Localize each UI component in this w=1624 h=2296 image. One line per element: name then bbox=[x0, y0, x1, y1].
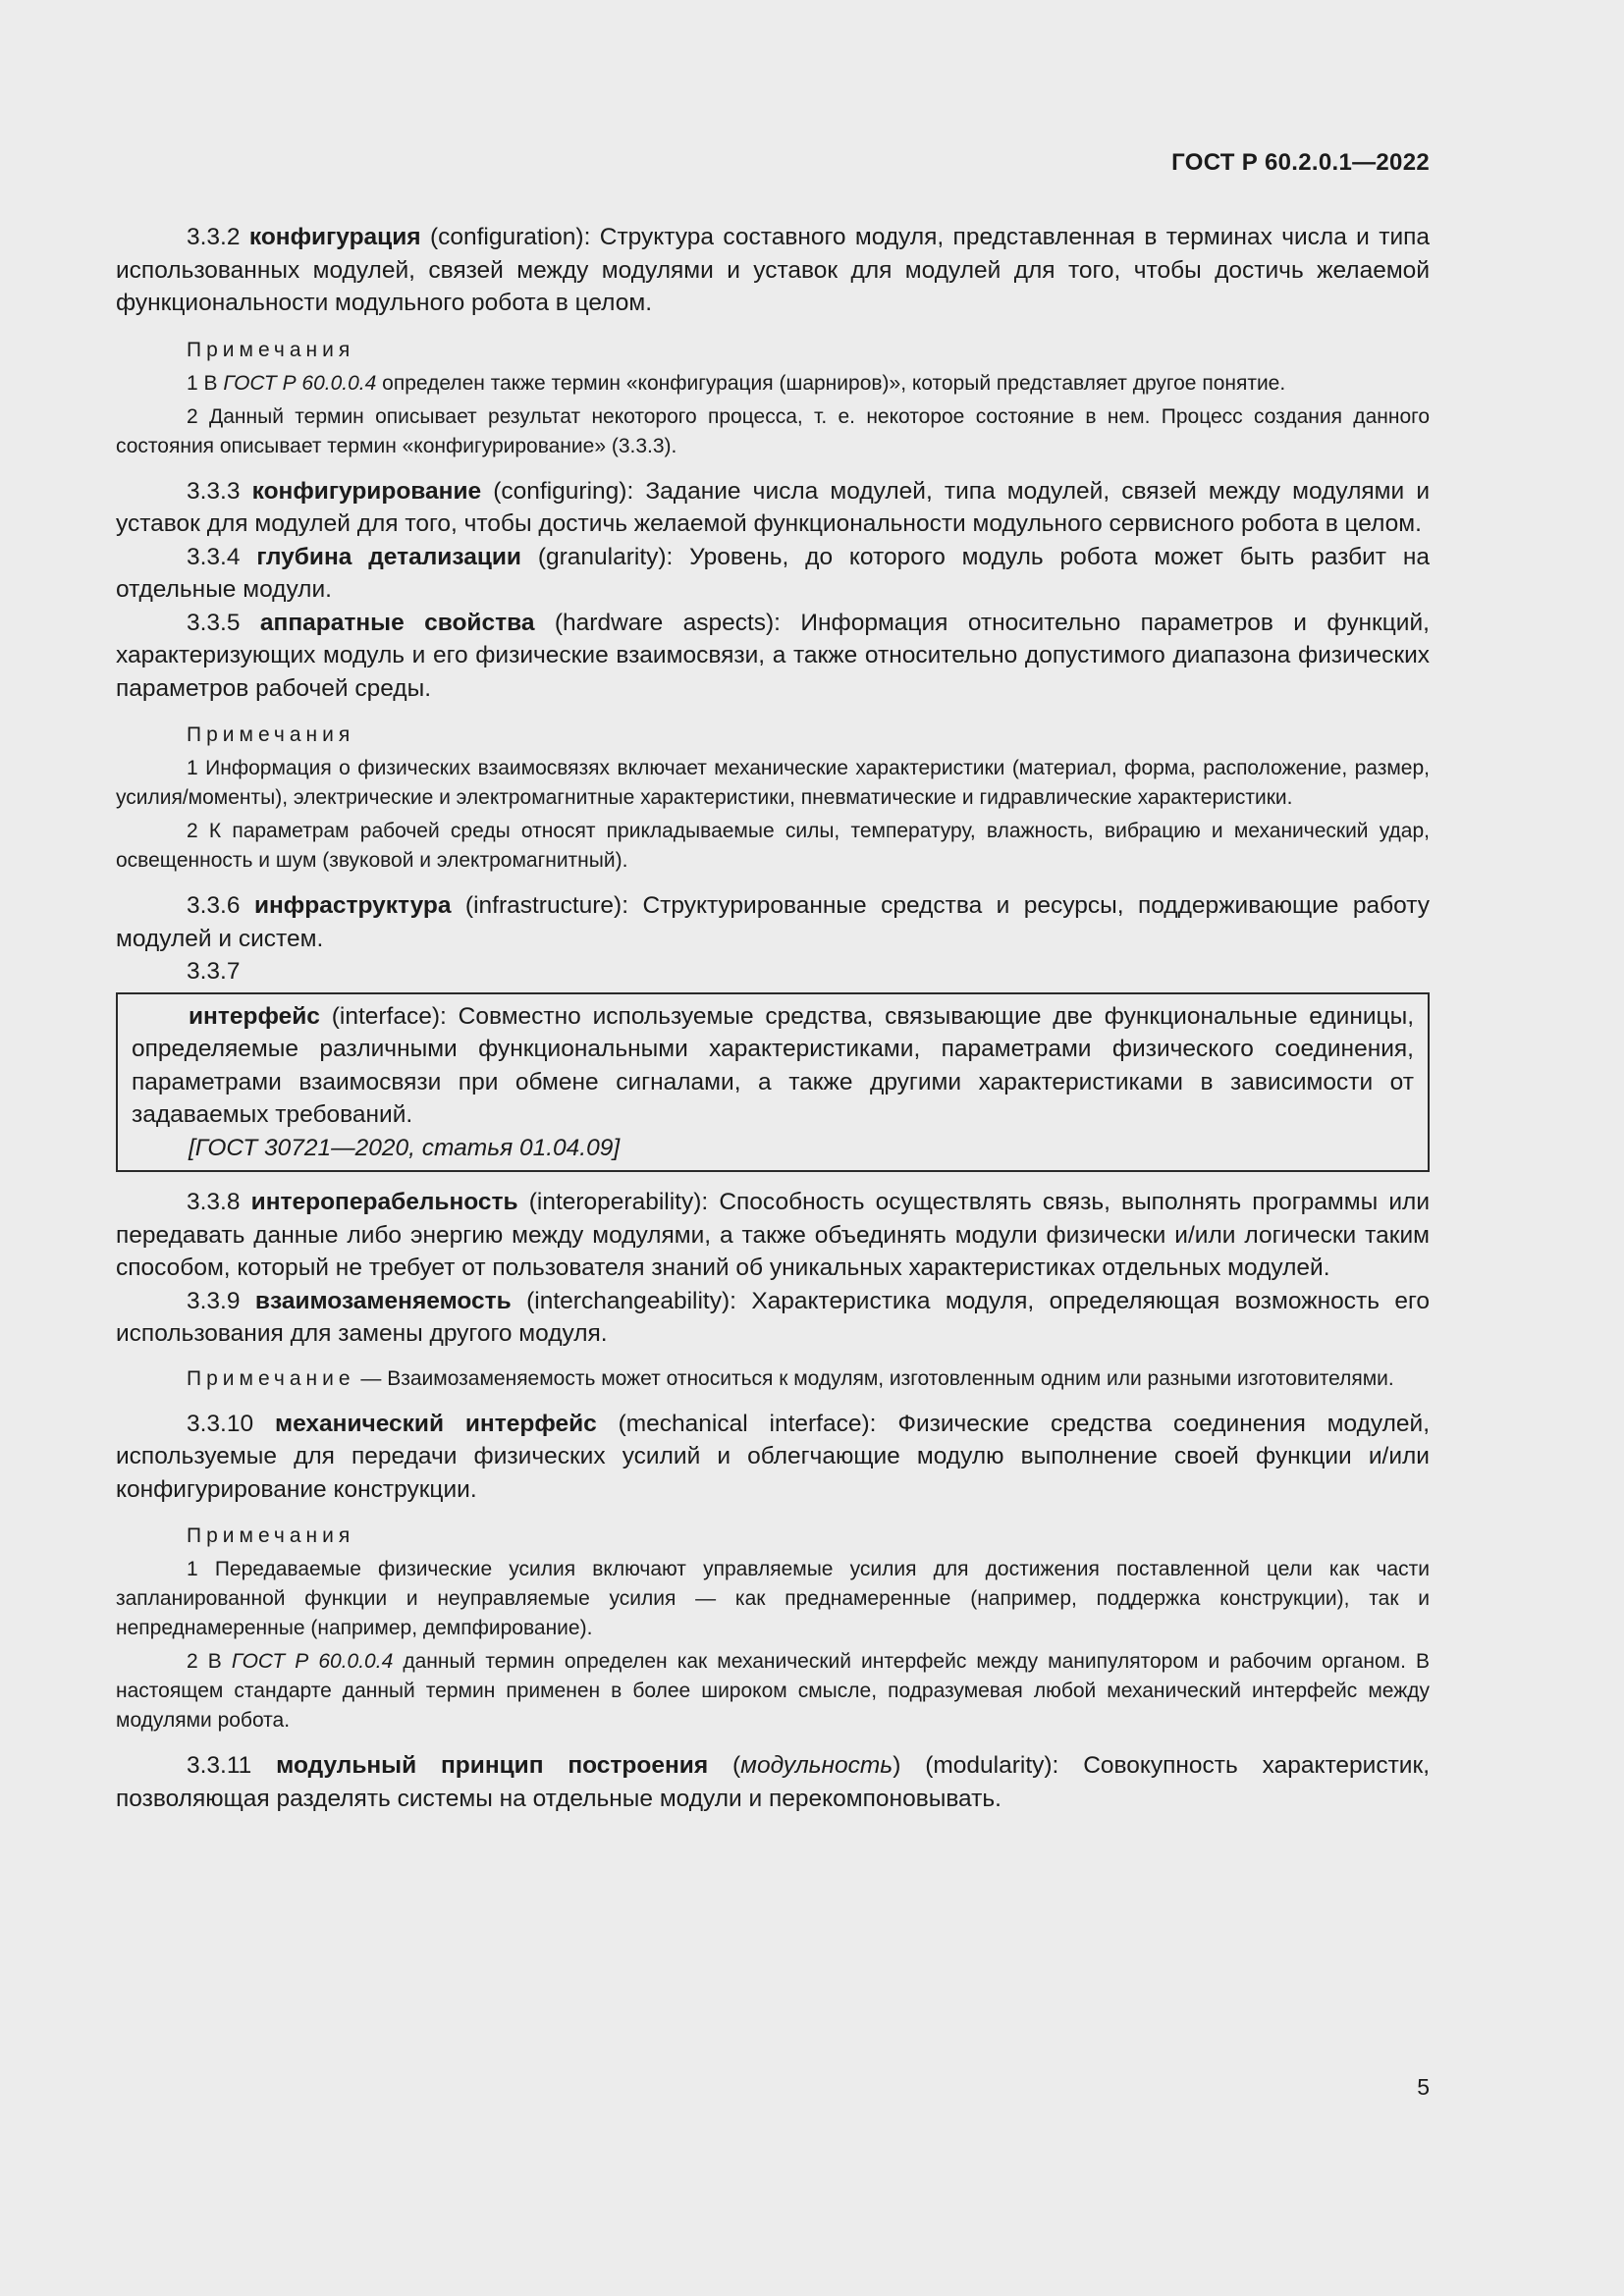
term-definition: Совместно используемые средства, связывающие две функциональные единицы, определяемые различными функциональными характеристиками, параметрами физического соединения, параметрами взаимосвязи при обмене сигналами, а также другими характеристиками в зависимости от задаваемых требований. bbox=[132, 1002, 1414, 1128]
document-designation: ГОСТ Р 60.2.0.1—2022 bbox=[1171, 149, 1430, 176]
term-number: 3.3.2 bbox=[187, 224, 241, 250]
note-single bbox=[116, 1364, 1430, 1394]
term-english: (configuration): bbox=[429, 224, 591, 250]
term-english: (hardware aspects): bbox=[554, 609, 781, 636]
note-2: 2 К параметрам рабочей среды относят прикладываемые силы, температуру, влажность, вибрацию и механический удар, освещенность и шум (звуковой и электромагнитный). bbox=[116, 820, 1430, 872]
note-text: 1 В bbox=[187, 371, 218, 395]
notes-heading: Примечания bbox=[187, 723, 355, 746]
term-number: 3.3.11 bbox=[187, 1752, 252, 1779]
term-definition: Уровень, до которого модуль робота может быть разбит на отдельные модули. bbox=[116, 543, 1430, 603]
term-number: 3.3.9 bbox=[187, 1287, 241, 1314]
term-number: 3.3.6 bbox=[187, 892, 241, 919]
term-definition: Задание числа модулей, типа модулей, связей между модулями и уставок для модулей для того, чтобы достичь желаемой функциональности модульного сервисного робота в целом. bbox=[116, 477, 1431, 537]
note-heading: Примечание bbox=[187, 1366, 355, 1390]
term-name: инфраструктура bbox=[253, 892, 452, 919]
note-1: 1 Передаваемые физические усилия включают управляемые усилия для достижения поставленной цели как части запланированной функции и неуправляемые усилия — как преднамеренные (например, поддержка конструкции), так и непреднамеренные (например, демпфирование). bbox=[116, 1558, 1430, 1639]
term-number-3-3-7: 3.3.7 bbox=[187, 958, 241, 985]
note-text: 2 В bbox=[187, 1650, 222, 1673]
term-source: [ГОСТ 30721—2020, статья 01.04.09] bbox=[189, 1134, 621, 1161]
term-number: 3.3.10 bbox=[187, 1410, 254, 1437]
term-number: 3.3.4 bbox=[187, 543, 241, 570]
term-english: (interoperability): bbox=[528, 1189, 709, 1215]
term-name: конфигурация bbox=[248, 224, 421, 250]
term-definition: Структура составного модуля, представленная в терминах числа и типа использованных модулей, связей между модулями и уставок для модулей для того, чтобы достичь желаемой функциональности модульного робота в целом. bbox=[116, 224, 1431, 316]
term-name: модульный принцип построения bbox=[276, 1752, 709, 1779]
standard-reference: ГОСТ Р 60.0.0.4 bbox=[223, 371, 377, 395]
term-entry-3-3-8 bbox=[116, 1186, 1430, 1285]
term-name: интерфейс bbox=[189, 1002, 320, 1030]
term-definition: Характеристика модуля, определяющая возможность его использования для замены другого модуля. bbox=[116, 1287, 1431, 1347]
page-number: 5 bbox=[1417, 2074, 1430, 2100]
term-english: (interface): bbox=[331, 1002, 447, 1030]
term-definition: Информация относительно параметров и функций, характеризующих модуль и его физические взаимосвязи, а также относительно допустимого диапазона физических параметров рабочей среды. bbox=[116, 609, 1430, 702]
synonym-text: модульность bbox=[740, 1752, 893, 1779]
term-english: (infrastructure): bbox=[464, 892, 629, 919]
term-name: интероперабельность bbox=[250, 1189, 518, 1215]
term-name: глубина детализации bbox=[256, 543, 521, 570]
term-entry-3-3-9 bbox=[116, 1285, 1430, 1351]
term-english: (mechanical interface): bbox=[618, 1410, 877, 1437]
note-text: данный термин определен как механический интерфейс между манипулятором и рабочим органом. В настоящем стандарте данный термин применен в более широком смысле, подразумевая любой механический интерфейс между модулями робота. bbox=[116, 1650, 1430, 1732]
term-english: (interchangeability): bbox=[526, 1287, 736, 1314]
term-entry-3-3-4 bbox=[116, 541, 1430, 607]
term-name: взаимозаменяемость bbox=[254, 1287, 512, 1314]
paren-open: ( bbox=[732, 1752, 741, 1779]
term-entry-3-3-6 bbox=[116, 889, 1430, 955]
term-number: 3.3.5 bbox=[187, 609, 241, 636]
term-number: 3.3.8 bbox=[187, 1189, 241, 1215]
document-body bbox=[116, 221, 1430, 1815]
term-name: конфигурирование bbox=[251, 477, 482, 505]
quoted-term-box bbox=[116, 992, 1430, 1173]
term-english: (modularity): bbox=[925, 1752, 1059, 1779]
standard-reference: ГОСТ Р 60.0.0.4 bbox=[231, 1650, 394, 1673]
term-english: (granularity): bbox=[537, 543, 674, 570]
notes-heading: Примечания bbox=[187, 338, 355, 361]
term-name: механический интерфейс bbox=[274, 1410, 597, 1437]
paren-close: ) bbox=[893, 1752, 901, 1779]
term-name: аппаратные свойства bbox=[259, 609, 535, 636]
term-definition: Совокупность характеристик, позволяющая разделять системы на отдельные модули и перекомпоновывать. bbox=[116, 1752, 1431, 1812]
term-entry-3-3-11 bbox=[116, 1749, 1430, 1815]
notes-heading: Примечания bbox=[187, 1524, 355, 1547]
term-definition: Способность осуществлять связь, выполнять программы или передавать данные либо энергию между модулями, а также объединять модули физически и/или логически таким способом, который не требует от пользователя знаний об уникальных характеристиках отдельных модулей. bbox=[116, 1189, 1431, 1281]
term-entry-3-3-2 bbox=[116, 221, 1430, 320]
note-1 bbox=[116, 369, 1430, 399]
note-text: определен также термин «конфигурация (шарниров)», который представляет другое понятие. bbox=[382, 371, 1286, 395]
term-synonym bbox=[732, 1752, 900, 1779]
term-number: 3.3.3 bbox=[187, 477, 241, 505]
term-entry-3-3-7 bbox=[132, 1000, 1414, 1132]
term-entry-3-3-3 bbox=[116, 475, 1430, 541]
note-text: — Взаимозаменяемость может относиться к модулям, изготовленным одним или разными изготовителями. bbox=[360, 1366, 1394, 1390]
term-entry-3-3-10 bbox=[116, 1408, 1430, 1507]
note-2 bbox=[116, 1647, 1430, 1735]
term-entry-3-3-5 bbox=[116, 607, 1430, 706]
note-1: 1 Информация о физических взаимосвязях включает механические характеристики (материал, форма, расположение, размер, усилия/моменты), электрические и электромагнитные характеристики, пневматические и гидравлические характеристики. bbox=[116, 757, 1430, 809]
term-english: (configuring): bbox=[493, 477, 634, 505]
term-definition: Структурированные средства и ресурсы, поддерживающие работу модулей и систем. bbox=[116, 892, 1430, 952]
note-2: 2 Данный термин описывает результат некоторого процесса, т. е. некоторое состояние в нем. Процесс создания данного состояния описывает термин «конфигурирование» (3.3.3). bbox=[116, 404, 1430, 457]
term-definition: Физические средства соединения модулей, используемые для передачи физических усилий и облегчающие модулю выполнение своей функции и/или конфигурирование конструкции. bbox=[116, 1410, 1431, 1503]
